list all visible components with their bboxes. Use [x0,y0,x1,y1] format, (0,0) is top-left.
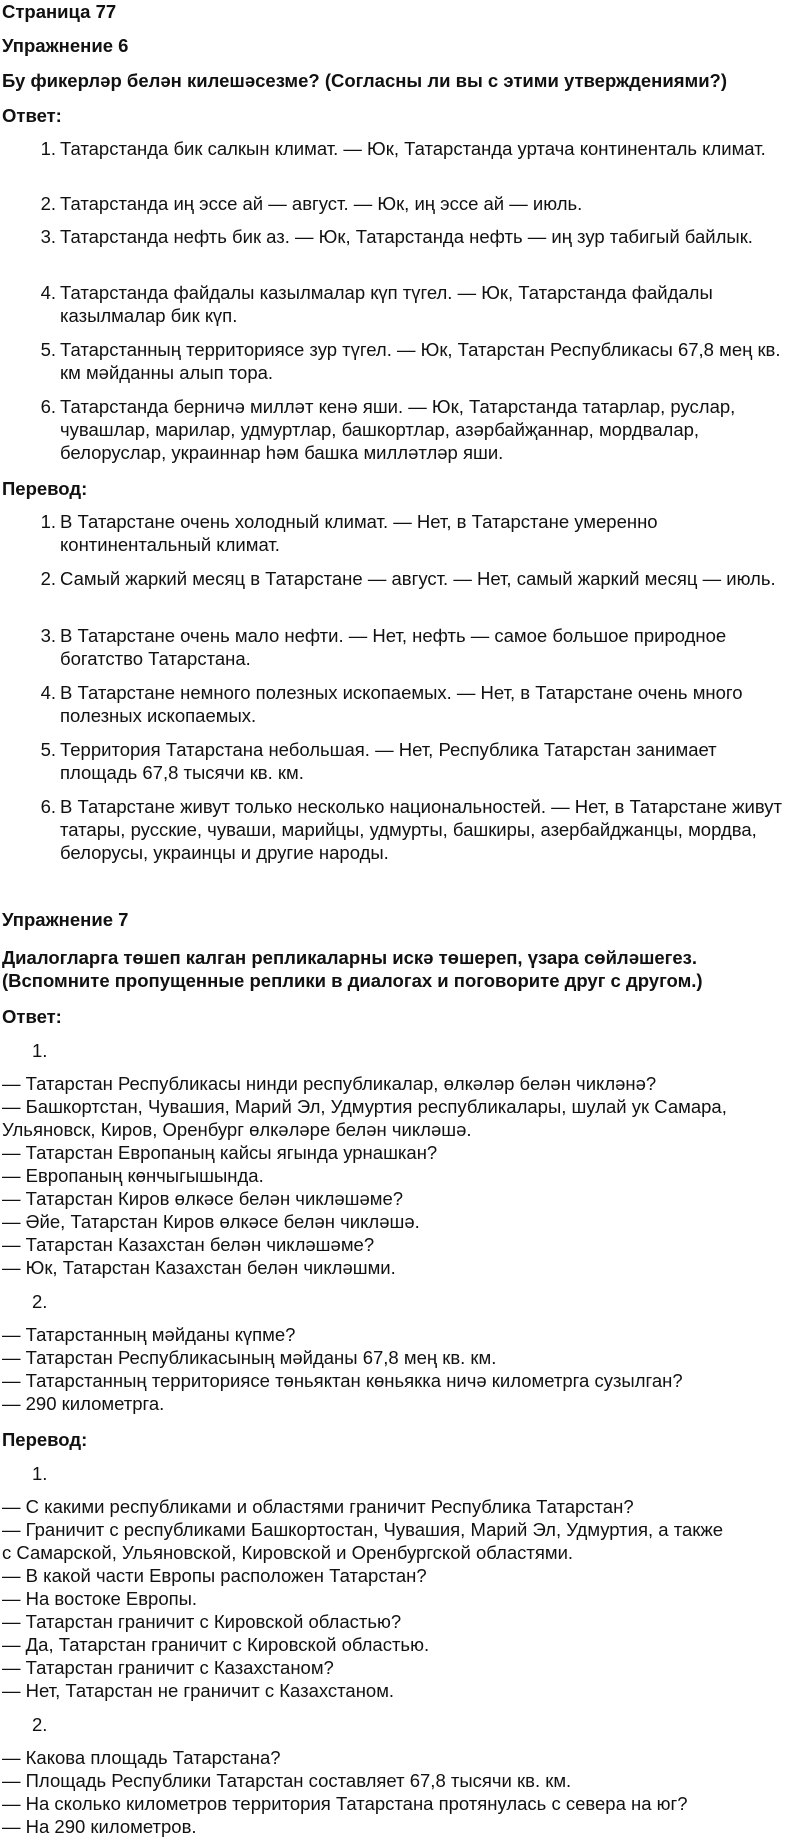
answer-item: 2. Татарстанда иң эссе ай — август. — Юк, иң эссе ай — июль. [24,192,794,215]
answer-item: 1. Татарстанда бик салкын климат. — Юк, Татарстанда уртача континенталь климат. [24,137,794,160]
translation-item: 2. Самый жаркий месяц в Татарстане — август. — Нет, самый жаркий месяц — июль. [24,567,794,590]
exercise-7-translation-label: Перевод: [2,1429,88,1450]
answer-item-text: Татарстанда нефть бик аз. — Юк, Татарстанда нефть — иң зур табигый байлык. [60,226,753,247]
dialog-line: Ульяновск, Киров, Оренбург өлкәләре белән чикләшә. [2,1119,472,1140]
translation-item-text: В Татарстане очень холодный климат. — Нет, в Татарстане умеренно континентальный климат. [60,511,658,555]
dialog-line: — Граничит с республиками Башкортостан, Чувашия, Марий Эл, Удмуртия, а также [2,1519,724,1540]
dialog-line: — В какой части Европы расположен Татарстан? [2,1565,427,1586]
dialog-line: — Татарстан Республикасының мәйданы 67,8 мең кв. км. [2,1347,497,1368]
dialog-line: с Самарской, Ульяновской, Кировской и Оренбургской областями. [2,1542,574,1563]
exercise-6-answer-label: Ответ: [2,105,62,126]
dialog-line: — На сколько километров территория Татарстана протянулась с севера на юг? [2,1793,688,1814]
dialog-line: — На 290 километров. [2,1816,197,1837]
translation-item-text: В Татарстане немного полезных ископаемых. — Нет, в Татарстане очень много полезных ископаемых. [60,682,743,726]
exercise-7-title: Упражнение 7 [2,909,129,930]
translation-item-text: В Татарстане живут только несколько национальностей. — Нет, в Татарстане живут татары, русские, чуваши, марийцы, удмурты, башкиры, азербайджанцы, мордва, белорусы, украинцы и другие народы. [60,796,782,863]
answer-item-text: Татарстанда берничә милләт кенә яши. — Юк, Татарстанда татарлар, руслар, чувашлар, марилар, удмуртлар, башкортлар, азәрбайҗаннар, мордвалар, белоруслар, украиннар һәм башка милләтләр яши. [60,396,736,463]
translation-item-text: В Татарстане очень мало нефти. — Нет, нефть — самое большое природное богатство Татарстана. [60,625,727,669]
exercise-6-translation-label: Перевод: [2,478,88,499]
dialog-line: — Әйе, Татарстан Киров өлкәсе белән чикләшә. [2,1211,420,1232]
dialog-line: — Площадь Республики Татарстан составляет 67,8 тысячи кв. км. [2,1770,572,1791]
dialog-number: 2. [32,1291,48,1312]
dialog-line: — 290 километрга. [2,1393,165,1414]
dialog-line: — Европаның көнчыгышында. [2,1165,264,1186]
answer-item-text: Татарстанның территориясе зур түгел. — Юк, Татарстан Республикасы 67,8 мең кв. км мәйданны алып тора. [60,339,781,383]
translation-item-text: Самый жаркий месяц в Татарстане — август. — Нет, самый жаркий месяц — июль. [60,568,776,589]
answer-item-text: Татарстанда бик салкын климат. — Юк, Татарстанда уртача континенталь климат. [60,138,766,159]
answer-item: 3. Татарстанда нефть бик аз. — Юк, Татарстанда нефть — иң зур табигый байлык. [24,225,794,248]
translation-item: 1. В Татарстане очень холодный климат. — Нет, в Татарстане умеренно континентальный климат. [24,510,794,556]
exercise-7-task-line2: (Вспомните пропущенные реплики в диалогах и поговорите друг с другом.) [2,970,703,991]
dialog-line: — Какова площадь Татарстана? [2,1747,281,1768]
exercise-7-task-line1: Диалогларга төшеп калган репликаларны искә төшереп, үзара сөйләшегез. [2,947,698,968]
answer-item: 4. Татарстанда файдалы казылмалар күп түгел. — Юк, Татарстанда файдалы казылмалар бик күп. [24,281,794,327]
dialog-line: — Татарстанның мәйданы күпме? [2,1324,296,1345]
dialog-line: — На востоке Европы. [2,1588,198,1609]
dialog-line: — Татарстан граничит с Казахстаном? [2,1657,334,1678]
exercise-6-task: Бу фикерләр белән килешәсезме? (Согласны ли вы с этими утверждениями?) [2,70,728,91]
page-title: Страница 77 [2,1,117,22]
translation-item: 3. В Татарстане очень мало нефти. — Нет, нефть — самое большое природное богатство Татарстана. [24,624,794,670]
dialog-line: — Башкортстан, Чувашия, Марий Эл, Удмуртия республикалары, шулай ук Самара, [2,1096,727,1117]
translation-item: 5. Территория Татарстана небольшая. — Нет, Республика Татарстан занимает площадь 67,8 тысячи кв. км. [24,738,794,784]
translation-item: 6. В Татарстане живут только несколько национальностей. — Нет, в Татарстане живут татары, русские, чуваши, марийцы, удмурты, башкиры, азербайджанцы, мордва, белорусы, украинцы и другие народы. [24,795,794,864]
exercise-7-answer-label: Ответ: [2,1006,62,1027]
dialog-line: — Юк, Татарстан Казахстан белән чикләшми. [2,1257,396,1278]
dialog-line: — Татарстан Казахстан белән чикләшәме? [2,1234,375,1255]
dialog-line: — С какими республиками и областями граничит Республика Татарстан? [2,1496,634,1517]
exercise-6-title: Упражнение 6 [2,35,129,56]
answer-item-text: Татарстанда файдалы казылмалар күп түгел. — Юк, Татарстанда файдалы казылмалар бик күп. [60,282,713,326]
dialog-line: — Татарстан Республикасы нинди республикалар, өлкәләр белән чикләнә? [2,1073,657,1094]
dialog-line: — Да, Татарстан граничит с Кировской областью. [2,1634,430,1655]
dialog-line: — Татарстан граничит с Кировской областью? [2,1611,402,1632]
dialog-line: — Татарстанның территориясе төньяктан көньякка ничә километрга сузылган? [2,1370,683,1391]
translation-item: 4. В Татарстане немного полезных ископаемых. — Нет, в Татарстане очень много полезных ископаемых. [24,681,794,727]
answer-item: 6. Татарстанда берничә милләт кенә яши. — Юк, Татарстанда татарлар, руслар, чувашлар, марилар, удмуртлар, башкортлар, азәрбайҗаннар, мордвалар, белоруслар, украиннар һәм башка милләтләр яши. [24,395,794,464]
dialog-line: — Нет, Татарстан не граничит с Казахстаном. [2,1680,395,1701]
answer-item: 5. Татарстанның территориясе зур түгел. — Юк, Татарстан Республикасы 67,8 мең кв. км мәйданны алып тора. [24,338,794,384]
dialog-line: — Татарстан Киров өлкәсе белән чикләшәме? [2,1188,404,1209]
dialog-line: — Татарстан Европаның кайсы ягында урнашкан? [2,1142,438,1163]
answer-item-text: Татарстанда иң эссе ай — август. — Юк, иң эссе ай — июль. [60,193,583,214]
dialog-number: 2. [32,1714,48,1735]
translation-item-text: Территория Татарстана небольшая. — Нет, Республика Татарстан занимает площадь 67,8 тысячи кв. км. [60,739,717,783]
dialog-number: 1. [32,1463,48,1484]
dialog-number: 1. [32,1040,48,1061]
